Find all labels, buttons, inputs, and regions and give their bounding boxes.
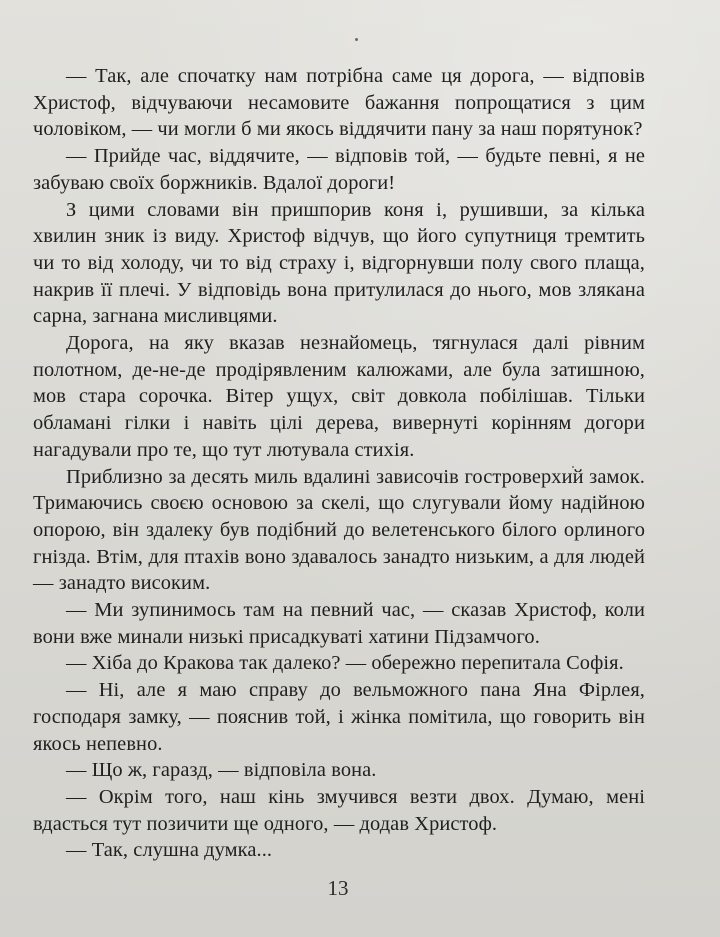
paragraph: З цими словами він пришпорив коня і, рушивши, за кілька хвилин зник із виду. Христоф відчув, що його супутниця тремтить чи то від холоду, чи то від страху і, відгорнувши полу свого плаща, накрив її плечі. У відповідь вона притулилася до нього, мов злякана сарна, загнана мисливцями. xyxy=(33,198,645,328)
paragraph: — Так, слушна думка... xyxy=(66,839,273,862)
paragraph: Дорога, на яку вказав незнайомець, тягнулася далі рівним полотном, де-не-де продірявленим калюжами, але була затишною, мов стара сорочка. Вітер ущух, світ довкола побілішав. Тільки обламані гілки і навіть цілі дерева, вивернуті корінням догори нагадували про те, що тут лютувала стихія. xyxy=(33,332,645,461)
paragraph: — Ми зупинимось там на певний час, — сказав Христоф, коли вони вже минали низькі присадкуваті хатини Підзамчого. xyxy=(33,599,645,648)
print-speck xyxy=(355,38,358,41)
paragraph: Приблизно за десять миль вдалині зависочів гостроверхий замок. Тримаючись своєю основою за скелі, що слугували йому надійною опорою, він здалеку був подібний до велетенського білого орлиного гнізда. Втім, для птахів воно здавалось занадто низьким, а для людей — занадто високим. xyxy=(33,465,645,595)
paragraph: — Що ж, гаразд, — відповіла вона. xyxy=(66,759,377,782)
paragraph: — Ні, але я маю справу до вельможного пана Яна Фірлея, господаря замку, — пояснив той, і жінка помітила, що говорить він якось непевно. xyxy=(33,679,645,755)
paragraph: — Так, але спочатку нам потрібна саме ця дорога, — відповів Христоф, відчуваючи несамовите бажання попрощатися з цим чоловіком, — чи могли б ми якось віддячити пану за наш порятунок? xyxy=(33,65,645,141)
body-text xyxy=(33,63,645,864)
page-number: 13 xyxy=(327,876,349,900)
paragraph: — Окрім того, наш кінь змучився везти двох. Думаю, мені вдасться тут позичити ще одного, — додав Христоф. xyxy=(33,785,645,835)
paragraph: — Прийде час, віддячите, — відповів той, — будьте певні, я не забуваю своїх боржників. Вдалої дороги! xyxy=(33,145,645,194)
paragraph: — Хіба до Кракова так далеко? — обережно перепитала Софія. xyxy=(66,652,624,675)
